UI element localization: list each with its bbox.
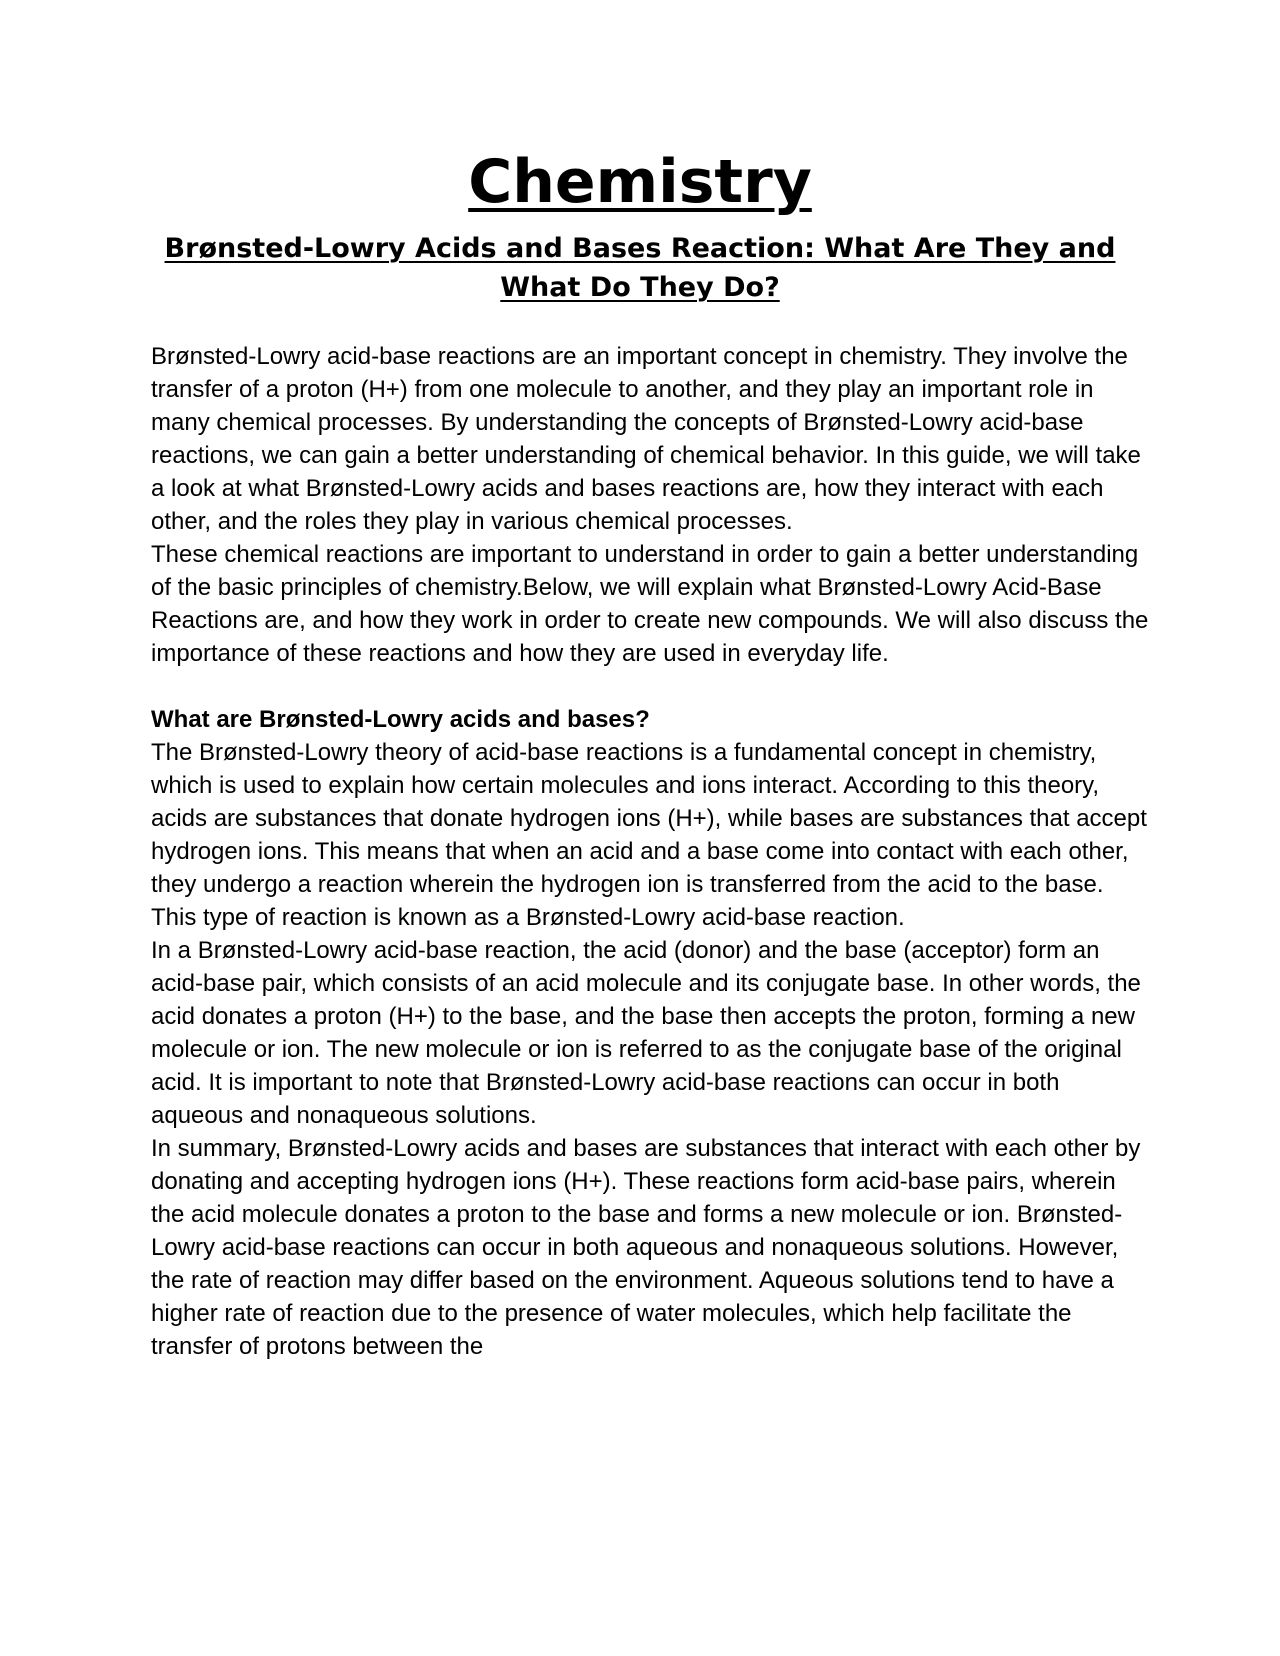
paragraph-spacer <box>151 670 1151 703</box>
section-paragraph: In summary, Brønsted-Lowry acids and bases are substances that interact with each other by donating and accepting hydrogen ions (H+). These reactions form acid-base pairs, wherein the acid molecule donates a proton to the base and forms a new molecule or ion. Brønsted-Lowry acid-base reactions can occur in both aqueous and nonaqueous solutions. However, the rate of reaction may differ based on the environment. Aqueous solutions tend to have a higher rate of reaction due to the presence of water molecules, which help facilitate the transfer of protons between the <box>151 1135 1141 1360</box>
document-body <box>151 340 1151 1363</box>
section-paragraph: In a Brønsted-Lowry acid-base reaction, the acid (donor) and the base (acceptor) form an acid-base pair, which consists of an acid molecule and its conjugate base. In other words, the acid donates a proton (H+) to the base, and the base then accepts the proton, forming a new molecule or ion. The new molecule or ion is referred to as the conjugate base of the original acid. It is important to note that Brønsted-Lowry acid-base reactions can occur in both aqueous and nonaqueous solutions. <box>151 937 1141 1129</box>
intro-paragraph: Brønsted-Lowry acid-base reactions are an important concept in chemistry. They involve the transfer of a proton (H+) from one molecule to another, and they play an important role in many chemical processes. By understanding the concepts of Brønsted-Lowry acid-base reactions, we can gain a better understanding of chemical behavior. In this guide, we will take a look at what Brønsted-Lowry acids and bases reactions are, how they interact with each other, and the roles they play in various chemical processes. <box>151 343 1141 535</box>
document-subtitle: Brønsted-Lowry Acids and Bases Reaction: What Are They and What Do They Do? <box>164 233 1116 303</box>
section-paragraph: The Brønsted-Lowry theory of acid-base reactions is a fundamental concept in chemistry, which is used to explain how certain molecules and ions interact. According to this theory, acids are substances that donate hydrogen ions (H+), while bases are substances that accept hydrogen ions. This means that when an acid and a base come into contact with each other, they undergo a reaction wherein the hydrogen ion is transferred from the acid to the base. This type of reaction is known as a Brønsted-Lowry acid-base reaction. <box>151 739 1147 931</box>
document-title: Chemistry <box>468 147 812 217</box>
section-heading: What are Brønsted-Lowry acids and bases? <box>151 706 650 733</box>
intro-paragraph: These chemical reactions are important to understand in order to gain a better understanding of the basic principles of chemistry.Below, we will explain what Brønsted-Lowry Acid-Base Reactions are, and how they work in order to create new compounds. We will also discuss the importance of these reactions and how they are used in everyday life. <box>151 541 1149 667</box>
